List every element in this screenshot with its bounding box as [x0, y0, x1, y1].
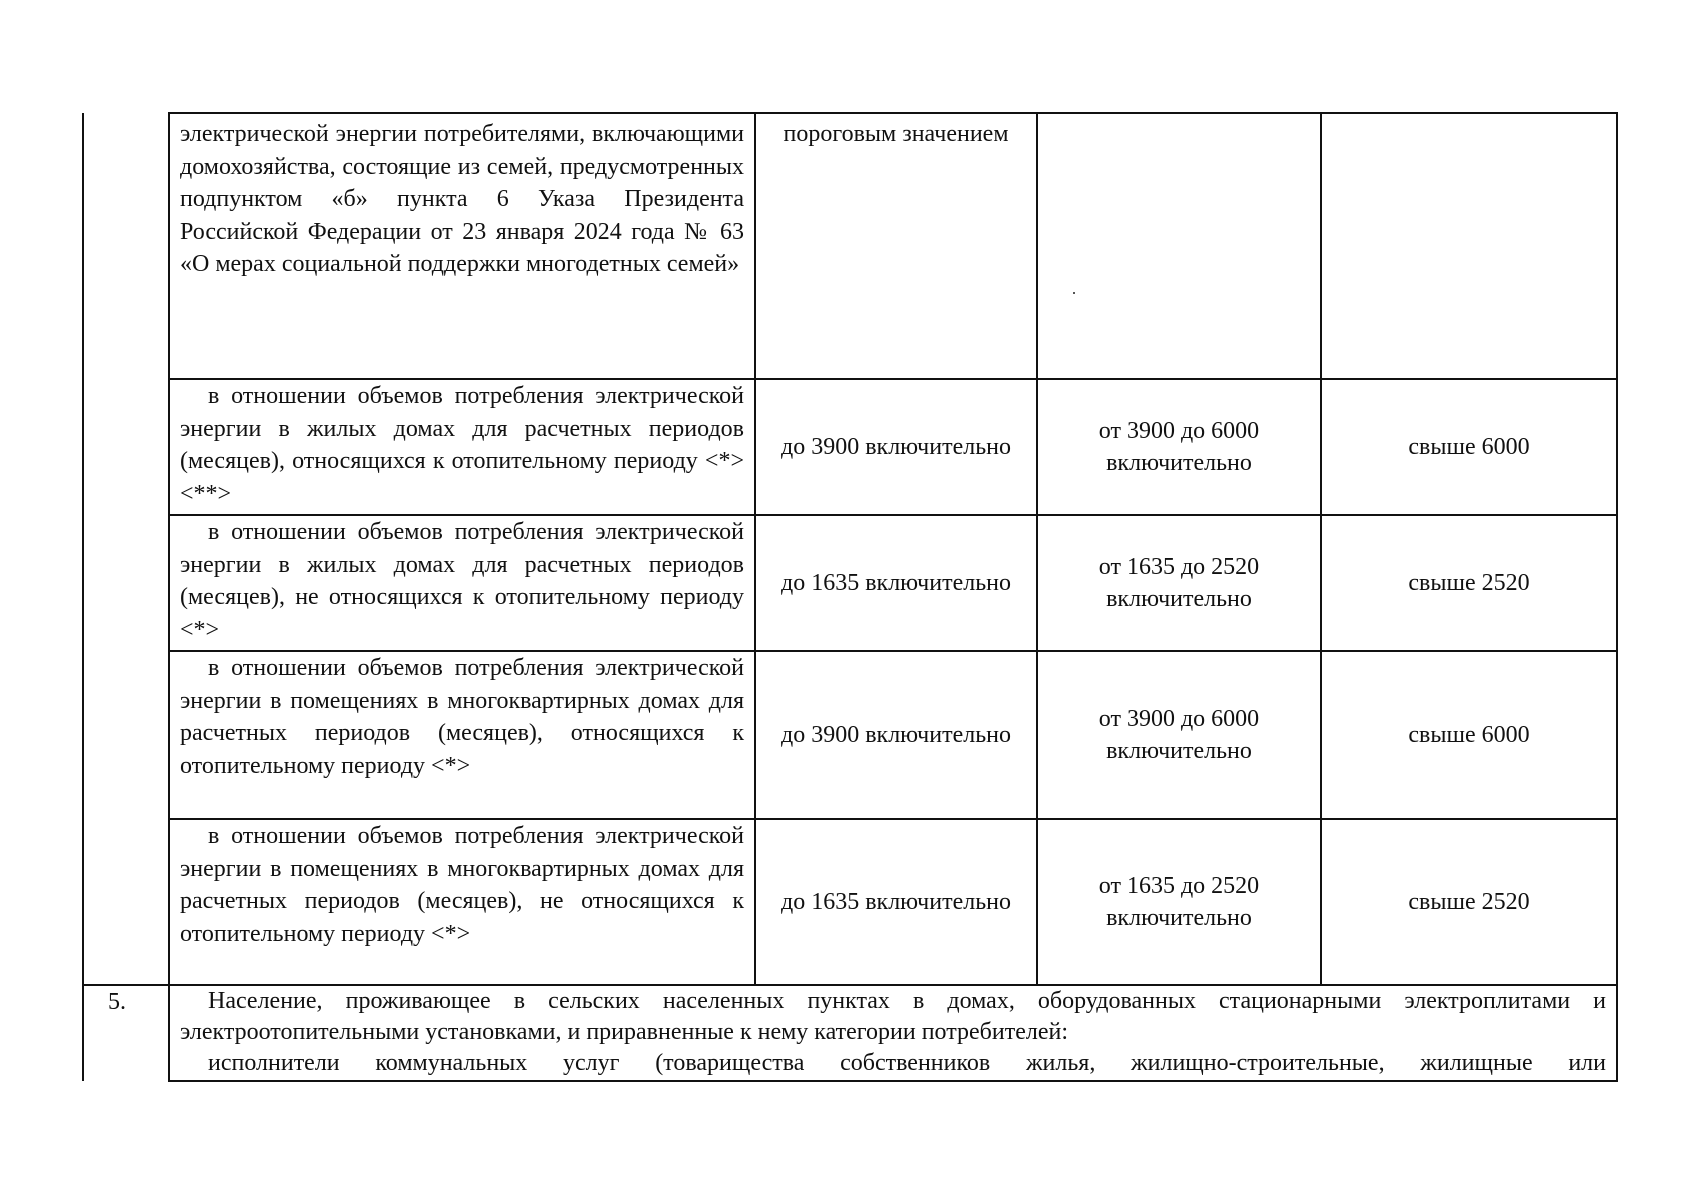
table-row: [83, 819, 1617, 985]
row-description-text: в отношении объемов потребления электрической энергии в помещениях в многоквартирных домах для расчетных периодов (месяцев), не относящихся к отопительному периоду <*>: [180, 823, 744, 947]
row-number-cell: [83, 819, 169, 985]
row-description-line-1: [180, 986, 1606, 1048]
range-3-cell: [1321, 113, 1617, 379]
row-description-line-2: [180, 1048, 1606, 1079]
row-description: [169, 379, 755, 515]
row-description-text: исполнители коммунальных услуг (товарищества собственников жилья, жилищно-строительные, жилищные или: [208, 1050, 1606, 1076]
range-1-cell: до 3900 включительно: [755, 379, 1037, 515]
row-number-cell: [83, 113, 169, 379]
range-3-cell: свыше 2520: [1321, 819, 1617, 985]
range-1-cell: до 3900 включительно: [755, 651, 1037, 819]
range-2-cell: от 1635 до 2520 включительно: [1037, 819, 1321, 985]
range-3-cell: свыше 6000: [1321, 379, 1617, 515]
row-description: [169, 515, 755, 651]
row-description-text: Население, проживающее в сельских населенных пунктах в домах, оборудованных стационарными электроплитами и электроотопительными установками, и приравненные к нему категории потребителей:: [180, 988, 1606, 1045]
range-2-cell: от 1635 до 2520 включительно: [1037, 515, 1321, 651]
range-3-cell: свыше 6000: [1321, 651, 1617, 819]
table-row: [83, 515, 1617, 651]
row-description: электрической энергии потребителями, включающими домохозяйства, состоящие из семей, предусмотренных подпунктом «б» пункта 6 Указа Президента Российской Федерации от 23 января 2024 года № 63 «О мерах социальной поддержки многодетных семей»: [169, 113, 755, 379]
row-number-cell: [83, 515, 169, 651]
row-number-cell: [83, 985, 169, 1081]
row-description: [169, 651, 755, 819]
row-description-text: в отношении объемов потребления электрической энергии в жилых домах для расчетных периодов (месяцев), относящихся к отопительному периоду <*> <**>: [180, 383, 744, 507]
tariff-table: [82, 112, 1618, 1082]
range-2-cell: от 3900 до 6000 включительно: [1037, 651, 1321, 819]
row-number-cell: [83, 379, 169, 515]
row-description: [169, 985, 1617, 1081]
range-2-cell: [1037, 113, 1321, 379]
table-row: [83, 985, 1617, 1081]
table-row: [83, 113, 1617, 379]
row-description-text: в отношении объемов потребления электрической энергии в жилых домах для расчетных периодов (месяцев), не относящихся к отопительному периоду <*>: [180, 519, 744, 643]
range-1-cell: до 1635 включительно: [755, 819, 1037, 985]
table-row: [83, 651, 1617, 819]
scan-speck: [1073, 292, 1075, 294]
range-3-cell: свыше 2520: [1321, 515, 1617, 651]
row-description-text: в отношении объемов потребления электрической энергии в помещениях в многоквартирных домах для расчетных периодов (месяцев), относящихся к отопительному периоду <*>: [180, 655, 744, 779]
range-1-cell: до 1635 включительно: [755, 515, 1037, 651]
row-description: [169, 819, 755, 985]
row-number-cell: [83, 651, 169, 819]
range-2-cell: от 3900 до 6000 включительно: [1037, 379, 1321, 515]
row-number: 5.: [108, 989, 126, 1015]
table-row: [83, 379, 1617, 515]
range-1-cell: пороговым значением: [755, 113, 1037, 379]
